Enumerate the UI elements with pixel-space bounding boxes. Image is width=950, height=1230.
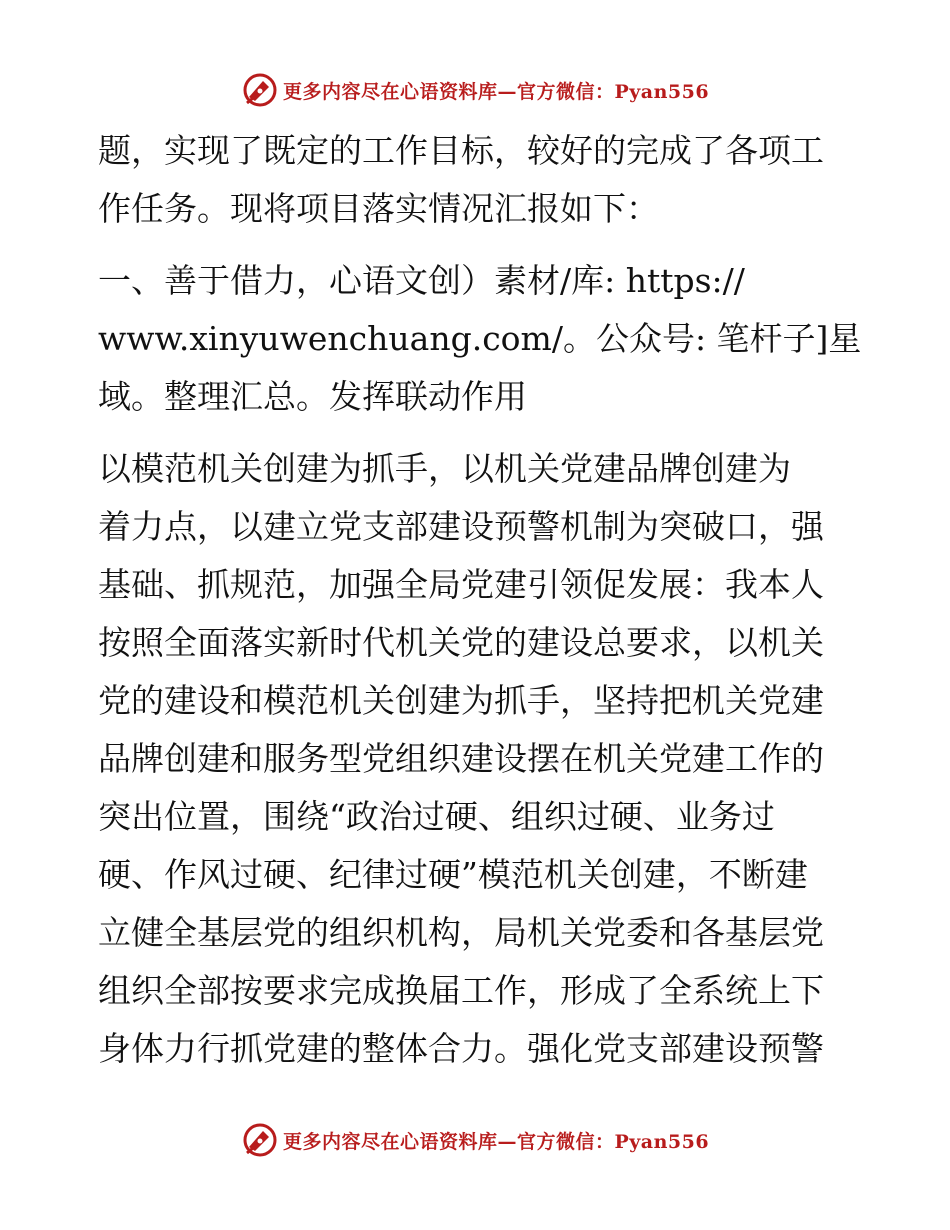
text-line: 立健全基层党的组织机构，局机关党委和各基层党 bbox=[98, 913, 824, 952]
text-line: 一、善于借力，心语文创）素材/库: https:// bbox=[98, 261, 745, 300]
pen-nib-logo-icon bbox=[241, 1121, 279, 1159]
footer-banner bbox=[0, 1120, 950, 1160]
text-line: 身体力行抓党建的整体合力。强化党支部建设预警 bbox=[98, 1029, 824, 1068]
text-line: 题，实现了既定的工作目标，较好的完成了各项工 bbox=[98, 131, 824, 170]
text-line: 着力点，以建立党支部建设预警机制为突破口，强 bbox=[98, 507, 824, 546]
paragraph bbox=[98, 252, 862, 426]
document-body bbox=[98, 122, 862, 1078]
pen-nib-logo-icon bbox=[241, 71, 279, 109]
text-line: 品牌创建和服务型党组织建设摆在机关党建工作的 bbox=[98, 739, 824, 778]
text-line: 党的建设和模范机关创建为抓手，坚持把机关党建 bbox=[98, 681, 824, 720]
text-line: 以模范机关创建为抓手，以机关党建品牌创建为 bbox=[98, 449, 791, 488]
text-line: 突出位置，围绕“政治过硬、组织过硬、业务过 bbox=[98, 797, 775, 836]
text-line: 组织全部按要求完成换届工作，形成了全系统上下 bbox=[98, 971, 824, 1010]
text-line: 按照全面落实新时代机关党的建设总要求，以机关 bbox=[98, 623, 824, 662]
text-line: 作任务。现将项目落实情况汇报如下： bbox=[98, 189, 659, 228]
footer-banner-text: 更多内容尽在心语资料库—官方微信：Pyan556 bbox=[282, 1130, 710, 1153]
paragraph bbox=[98, 122, 858, 238]
text-line: 域。整理汇总。发挥联动作用 bbox=[98, 377, 527, 416]
text-line: www.xinyuwenchuang.com/。公众号: 笔杆子]星 bbox=[98, 319, 862, 358]
text-line: 硬、作风过硬、纪律过硬”模范机关创建，不断建 bbox=[98, 855, 808, 894]
text-line: 基础、抓规范，加强全局党建引领促发展：我本人 bbox=[98, 565, 824, 604]
header-banner bbox=[0, 70, 950, 110]
header-banner-text: 更多内容尽在心语资料库—官方微信：Pyan556 bbox=[282, 80, 710, 103]
paragraph bbox=[98, 440, 858, 1078]
